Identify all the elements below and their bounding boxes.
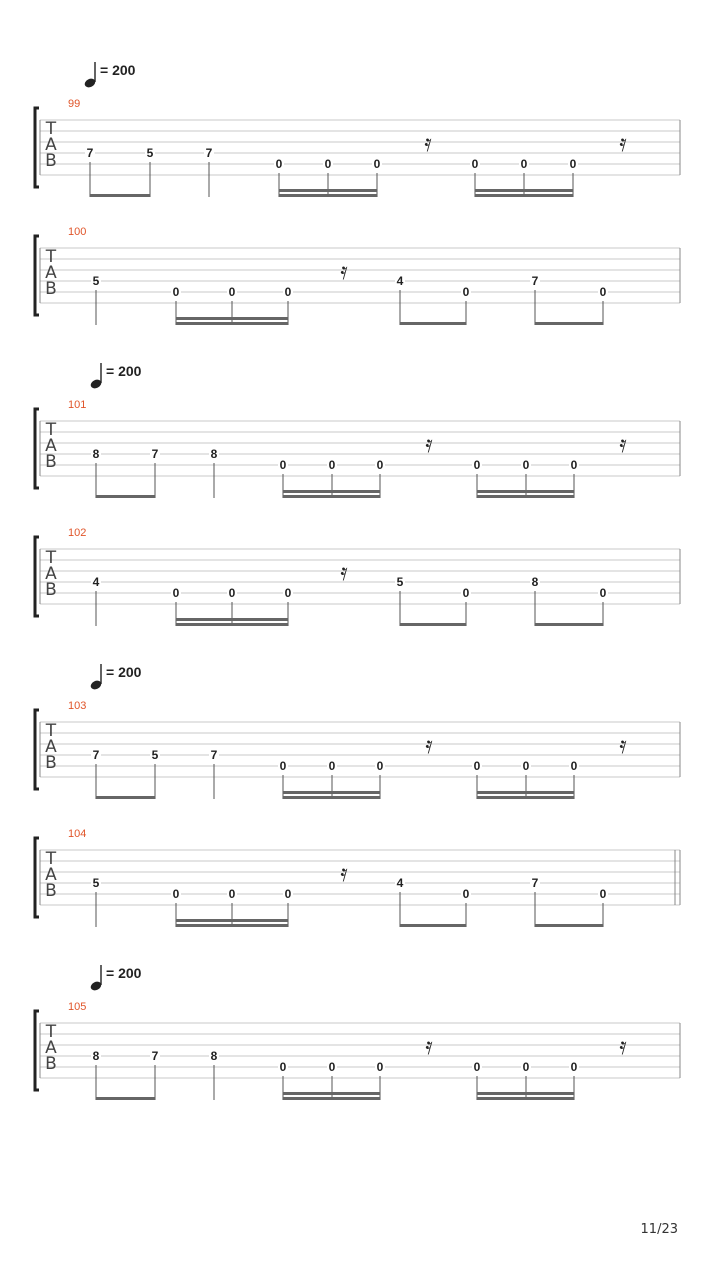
system-bracket xyxy=(35,710,39,789)
fret-number: 0 xyxy=(473,1060,481,1074)
fret-number: 4 xyxy=(396,876,404,890)
beam xyxy=(283,490,380,493)
fret-number: 0 xyxy=(284,887,292,901)
sixteenth-rest-icon: 𝄿 xyxy=(425,430,433,458)
fret-number: 0 xyxy=(373,157,381,171)
beam xyxy=(283,796,380,799)
tab-clef-letter: A xyxy=(45,263,57,283)
fret-number: 4 xyxy=(396,274,404,288)
beam xyxy=(96,796,155,799)
fret-number: 7 xyxy=(531,876,539,890)
tab-clef-letter: T xyxy=(45,420,57,440)
fret-number: 0 xyxy=(376,1060,384,1074)
tab-clef-letter: B xyxy=(45,452,57,472)
beam xyxy=(475,189,573,192)
fret-number: 5 xyxy=(396,575,404,589)
beam xyxy=(176,317,288,320)
system-bracket xyxy=(35,1011,39,1090)
tempo-mark xyxy=(89,664,141,691)
fret-number: 0 xyxy=(172,285,180,299)
tab-clef-letter: A xyxy=(45,564,57,584)
beam xyxy=(475,194,573,197)
fret-number: 0 xyxy=(228,285,236,299)
fret-number: 0 xyxy=(570,1060,578,1074)
beam xyxy=(535,623,603,626)
tab-clef-letter: A xyxy=(45,865,57,885)
fret-number: 0 xyxy=(275,157,283,171)
tab-system xyxy=(35,700,680,799)
fret-number: 0 xyxy=(570,458,578,472)
sixteenth-rest-icon: 𝄿 xyxy=(619,430,627,458)
tab-clef-letter: A xyxy=(45,737,57,757)
beam xyxy=(477,1097,574,1100)
fret-number: 0 xyxy=(328,1060,336,1074)
tempo-mark xyxy=(89,363,141,390)
fret-number: 0 xyxy=(279,1060,287,1074)
beam xyxy=(176,618,288,621)
fret-number: 0 xyxy=(376,458,384,472)
fret-number: 8 xyxy=(92,1049,100,1063)
sixteenth-rest-icon: 𝄿 xyxy=(425,1032,433,1060)
beam xyxy=(279,189,377,192)
fret-number: 7 xyxy=(205,146,213,160)
fret-number: 0 xyxy=(284,586,292,600)
fret-number: 0 xyxy=(172,887,180,901)
beam xyxy=(283,1092,380,1095)
tab-system xyxy=(35,98,680,197)
fret-number: 8 xyxy=(531,575,539,589)
fret-number: 0 xyxy=(522,458,530,472)
system-bracket xyxy=(35,537,39,616)
system-bracket xyxy=(35,838,39,917)
fret-number: 8 xyxy=(210,447,218,461)
measure-number: 100 xyxy=(68,226,87,238)
beam xyxy=(96,495,155,498)
beam xyxy=(535,924,603,927)
fret-number: 0 xyxy=(279,458,287,472)
fret-number: 0 xyxy=(462,285,470,299)
fret-number: 5 xyxy=(146,146,154,160)
tab-system xyxy=(35,226,680,325)
tab-clef-letter: B xyxy=(45,753,57,773)
beam xyxy=(176,623,288,626)
beam xyxy=(96,1097,155,1100)
fret-number: 0 xyxy=(520,157,528,171)
beam xyxy=(176,924,288,927)
tab-system xyxy=(35,1001,680,1100)
beam xyxy=(283,1097,380,1100)
tab-clef-letter: T xyxy=(45,548,57,568)
system-bracket xyxy=(35,236,39,315)
beam xyxy=(477,490,574,493)
fret-number: 8 xyxy=(92,447,100,461)
tab-clef-letter: T xyxy=(45,849,57,869)
fret-number: 7 xyxy=(151,447,159,461)
tempo-text: = 200 xyxy=(106,965,142,981)
fret-number: 0 xyxy=(324,157,332,171)
sixteenth-rest-icon: 𝄿 xyxy=(340,558,348,586)
tempo-text: = 200 xyxy=(100,62,136,78)
fret-number: 0 xyxy=(462,586,470,600)
tab-clef-letter: B xyxy=(45,151,57,171)
fret-number: 0 xyxy=(284,285,292,299)
fret-number: 0 xyxy=(473,759,481,773)
fret-number: 0 xyxy=(328,458,336,472)
beam xyxy=(283,495,380,498)
tempo-mark xyxy=(83,62,135,89)
tempo-text: = 200 xyxy=(106,363,142,379)
tab-clef-letter: B xyxy=(45,279,57,299)
sixteenth-rest-icon: 𝄿 xyxy=(340,257,348,285)
sixteenth-rest-icon: 𝄿 xyxy=(619,1032,627,1060)
fret-number: 0 xyxy=(522,1060,530,1074)
fret-number: 0 xyxy=(599,887,607,901)
tempo-text: = 200 xyxy=(106,664,142,680)
tab-system xyxy=(35,399,680,498)
fret-number: 0 xyxy=(228,586,236,600)
sixteenth-rest-icon: 𝄿 xyxy=(619,129,627,157)
beam xyxy=(176,322,288,325)
tab-system xyxy=(35,527,680,626)
fret-number: 0 xyxy=(570,759,578,773)
measure-number: 102 xyxy=(68,527,87,539)
tab-clef-letter: T xyxy=(45,1022,57,1042)
tab-clef-letter: B xyxy=(45,580,57,600)
beam xyxy=(477,1092,574,1095)
beam xyxy=(90,194,150,197)
fret-number: 0 xyxy=(473,458,481,472)
fret-number: 0 xyxy=(471,157,479,171)
fret-number: 5 xyxy=(151,748,159,762)
tab-clef-letter: T xyxy=(45,247,57,267)
measure-number: 101 xyxy=(68,399,87,411)
tempo-mark xyxy=(89,965,141,992)
fret-number: 0 xyxy=(172,586,180,600)
beam xyxy=(279,194,377,197)
measure-number: 99 xyxy=(68,98,81,110)
tab-clef-letter: A xyxy=(45,436,57,456)
fret-number: 5 xyxy=(92,876,100,890)
sixteenth-rest-icon: 𝄿 xyxy=(619,731,627,759)
beam xyxy=(283,791,380,794)
beam xyxy=(477,796,574,799)
beam xyxy=(477,495,574,498)
measure-number: 104 xyxy=(68,828,87,840)
sixteenth-rest-icon: 𝄿 xyxy=(340,859,348,887)
fret-number: 7 xyxy=(151,1049,159,1063)
sixteenth-rest-icon: 𝄿 xyxy=(424,129,432,157)
beam xyxy=(176,919,288,922)
fret-number: 0 xyxy=(569,157,577,171)
tab-clef-letter: T xyxy=(45,119,57,139)
fret-number: 5 xyxy=(92,274,100,288)
fret-number: 0 xyxy=(279,759,287,773)
beam xyxy=(400,924,466,927)
beam xyxy=(400,623,466,626)
measure-number: 103 xyxy=(68,700,87,712)
fret-number: 8 xyxy=(210,1049,218,1063)
page-number: 11/23 xyxy=(640,1222,678,1237)
measure-number: 105 xyxy=(68,1001,87,1013)
system-bracket xyxy=(35,409,39,488)
tab-clef-letter: B xyxy=(45,881,57,901)
beam xyxy=(535,322,603,325)
fret-number: 0 xyxy=(522,759,530,773)
beam xyxy=(400,322,466,325)
sixteenth-rest-icon: 𝄿 xyxy=(425,731,433,759)
fret-number: 0 xyxy=(462,887,470,901)
tab-clef-letter: A xyxy=(45,1038,57,1058)
fret-number: 4 xyxy=(92,575,100,589)
tab-clef-letter: A xyxy=(45,135,57,155)
fret-number: 0 xyxy=(599,586,607,600)
fret-number: 0 xyxy=(228,887,236,901)
tab-clef-letter: B xyxy=(45,1054,57,1074)
fret-number: 7 xyxy=(210,748,218,762)
fret-number: 7 xyxy=(531,274,539,288)
beam xyxy=(477,791,574,794)
fret-number: 7 xyxy=(86,146,94,160)
fret-number: 7 xyxy=(92,748,100,762)
fret-number: 0 xyxy=(599,285,607,299)
fret-number: 0 xyxy=(376,759,384,773)
tab-system xyxy=(35,828,680,927)
tab-clef-letter: T xyxy=(45,721,57,741)
system-bracket xyxy=(35,108,39,187)
fret-number: 0 xyxy=(328,759,336,773)
